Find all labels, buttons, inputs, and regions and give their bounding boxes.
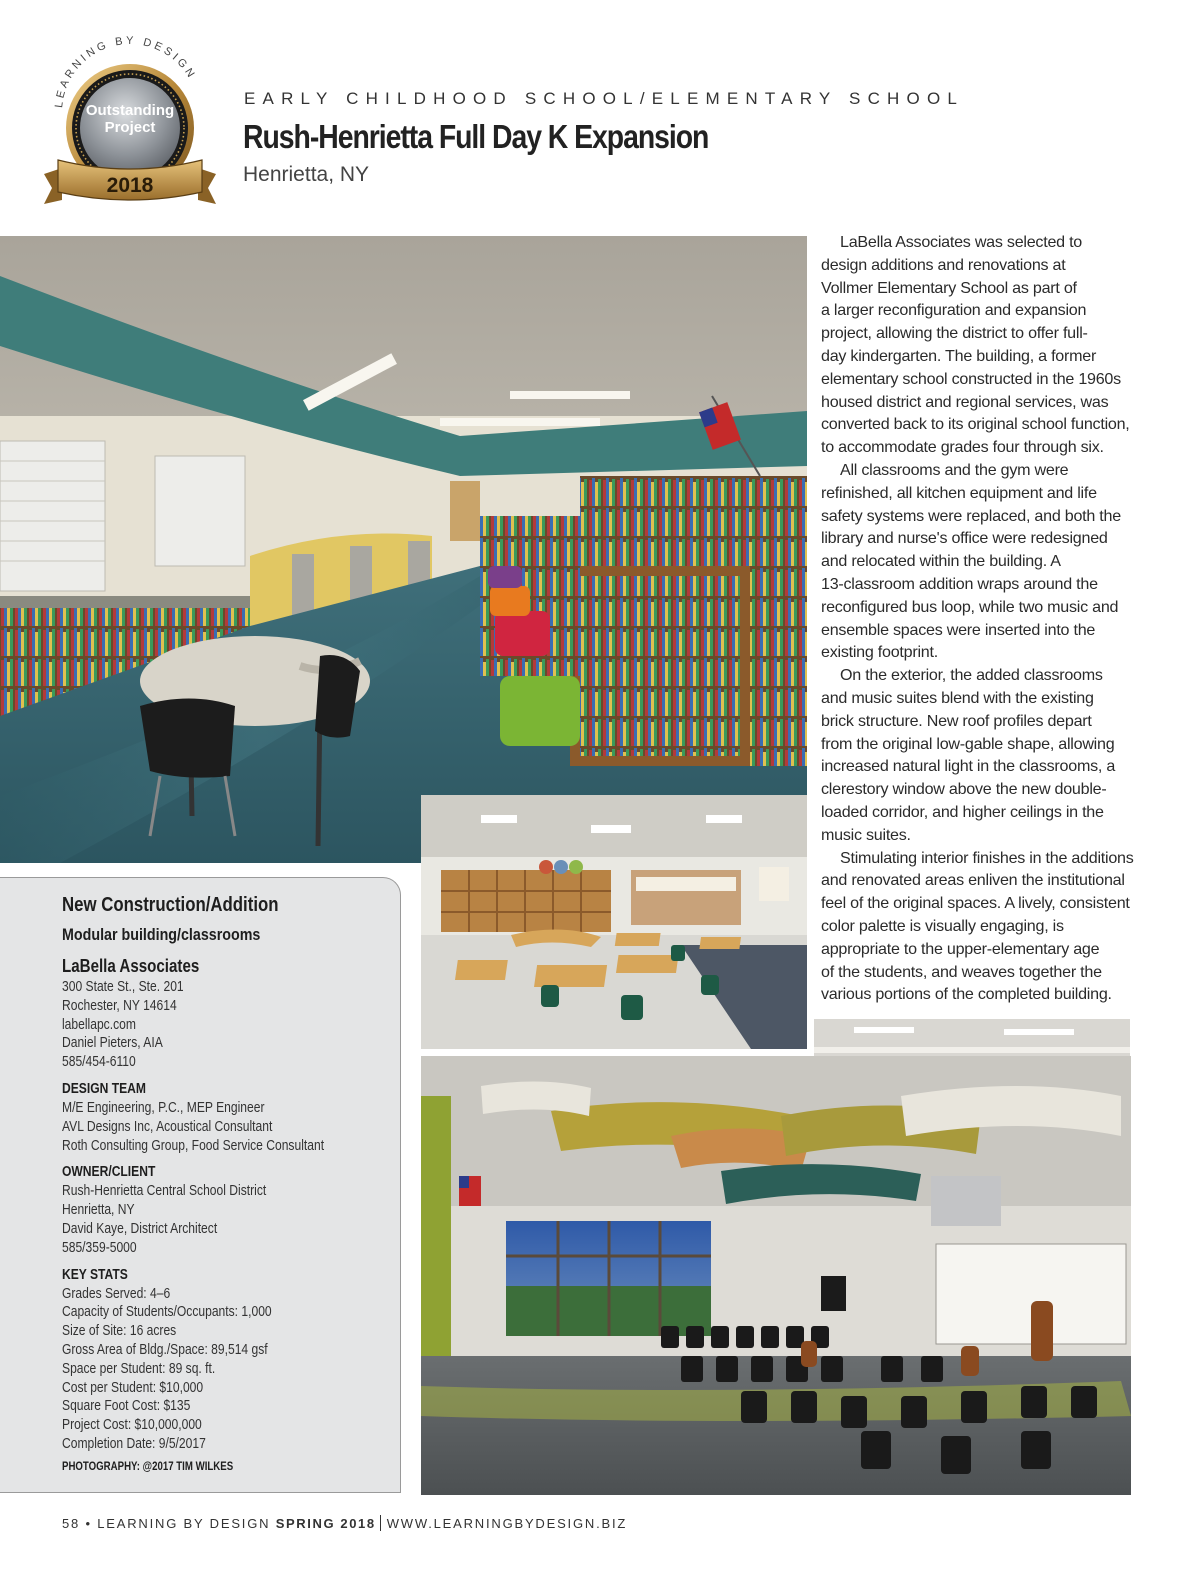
article-line: increased natural light in the classrooms, a [821, 757, 1116, 776]
article-line: and relocated within the building. A [821, 552, 1061, 571]
sidebar-line: David Kaye, District Architect [62, 1220, 218, 1237]
sidebar-line: Daniel Pieters, AIA [62, 1035, 163, 1052]
publication-url[interactable]: WWW.LEARNINGBYDESIGN.BIZ [386, 1516, 628, 1531]
project-category: EARLY CHILDHOOD SCHOOL/ELEMENTARY SCHOOL [244, 89, 965, 108]
article-line: color palette is visually engaging, is [821, 916, 1064, 935]
article-line: LaBella Associates was selected to [840, 233, 1082, 251]
article-paragraph [821, 664, 1143, 846]
sidebar-line: Henrietta, NY [62, 1202, 135, 1219]
article-line: day kindergarten. The building, a former [821, 346, 1097, 365]
article-line: to accommodate grades four through six. [821, 438, 1104, 457]
article-line: project, allowing the district to offer full- [821, 324, 1088, 343]
article-line: clerestory window above the new double- [821, 780, 1107, 799]
article-line: refinished, all kitchen equipment and life [821, 483, 1097, 502]
project-info-sidebar [0, 877, 401, 1493]
photo-credit: PHOTOGRAPHY: @2017 TIM WILKES [62, 1460, 234, 1473]
article-line: existing footprint. [821, 643, 938, 662]
ceiling-photo-strip [814, 1019, 1130, 1059]
sidebar-line: 585/454-6110 [62, 1054, 136, 1071]
owner-heading: OWNER/CLIENT [62, 1164, 156, 1181]
article-paragraph [821, 847, 1143, 1007]
article-line: housed district and regional services, was [821, 392, 1109, 411]
badge-line2: Project [104, 119, 156, 136]
article-line: All classrooms and the gym were [840, 460, 1069, 479]
music-room-photo [421, 1056, 1131, 1495]
article-line: Vollmer Elementary School as part of [821, 278, 1077, 297]
sidebar-line: 585/359-5000 [62, 1239, 137, 1256]
article-paragraph [821, 231, 1143, 459]
issue-name: SPRING 2018 [275, 1516, 376, 1531]
sidebar-line: Grades Served: 4–6 [62, 1285, 171, 1302]
sidebar-line: Rochester, NY 14614 [62, 997, 177, 1014]
page-footer [62, 1515, 627, 1531]
footer-bullet: • [85, 1516, 92, 1531]
article-line: ensemble spaces were inserted into the [821, 620, 1096, 639]
key-stats-heading: KEY STATS [62, 1266, 128, 1283]
article-line: Stimulating interior finishes in the additions [840, 848, 1134, 867]
badge-year: 2018 [106, 174, 154, 197]
sidebar-line: M/E Engineering, P.C., MEP Engineer [62, 1099, 265, 1116]
sidebar-line: AVL Designs Inc, Acoustical Consultant [62, 1118, 273, 1135]
owner-list [62, 1182, 392, 1257]
article-line: from the original low-gable shape, allowing [821, 734, 1115, 753]
key-stats-list [62, 1285, 392, 1454]
sidebar-line: Space per Student: 89 sq. ft. [62, 1360, 216, 1377]
article-line: converted back to its original school function, [821, 415, 1130, 434]
article-line: safety systems were replaced, and both the [821, 506, 1121, 525]
firm-name: LaBella Associates [62, 956, 200, 976]
design-team-list [62, 1099, 392, 1155]
article-paragraph [821, 459, 1143, 664]
article-line: appropriate to the upper-elementary age [821, 939, 1100, 958]
article-line: design additions and renovations at [821, 255, 1066, 274]
article-line: brick structure. New roof profiles depart [821, 711, 1092, 730]
article-line: reconfigured bus loop, while two music and [821, 597, 1119, 616]
page-number: 58 [62, 1516, 81, 1531]
article-line: On the exterior, the added classrooms [840, 666, 1103, 685]
article-line: various portions of the completed building. [821, 985, 1112, 1004]
badge-line1: Outstanding [85, 102, 175, 119]
sidebar-line: Square Foot Cost: $135 [62, 1398, 191, 1415]
design-team-heading: DESIGN TEAM [62, 1080, 146, 1097]
award-subcategory: Modular building/classrooms [62, 925, 261, 944]
article-body [821, 231, 1143, 1006]
library-photo [0, 236, 807, 863]
article-line: elementary school constructed in the 1960s [821, 369, 1121, 388]
classroom-photo [421, 795, 807, 1049]
sidebar-line: Project Cost: $10,000,000 [62, 1417, 202, 1434]
project-location: Henrietta, NY [243, 163, 370, 186]
sidebar-line: Completion Date: 9/5/2017 [62, 1435, 206, 1452]
article-line: loaded corridor, and higher ceilings in the [821, 802, 1104, 821]
article-line: and music suites blend with the existing [821, 688, 1094, 707]
article-line: and renovated areas enliven the institutional [821, 871, 1125, 890]
sidebar-line: Rush-Henrietta Central School District [62, 1183, 267, 1200]
sidebar-line: Size of Site: 16 acres [62, 1323, 177, 1340]
sidebar-line: Cost per Student: $10,000 [62, 1379, 204, 1396]
article-line: of the students, and weaves together the [821, 962, 1102, 981]
sidebar-line: Capacity of Students/Occupants: 1,000 [62, 1304, 272, 1321]
article-line: music suites. [821, 825, 911, 844]
firm-details [62, 978, 392, 1072]
publication-name: LEARNING BY DESIGN [97, 1516, 271, 1531]
badge-ring-text: LEARNING BY DESIGN [53, 34, 199, 109]
sidebar-line: 300 State St., Ste. 201 [62, 979, 184, 995]
sidebar-line: labellapc.com [62, 1016, 136, 1033]
outstanding-project-badge [40, 32, 220, 212]
article-line: a larger reconfiguration and expansion [821, 301, 1087, 320]
article-line: library and nurse's office were redesigned [821, 529, 1108, 548]
footer-divider [380, 1515, 381, 1531]
award-category: New Construction/Addition [62, 894, 279, 916]
article-line: 13-classroom addition wraps around the [821, 574, 1098, 593]
project-title: Rush-Henrietta Full Day K Expansion [243, 118, 709, 155]
sidebar-line: Gross Area of Bldg./Space: 89,514 gsf [62, 1341, 268, 1358]
article-line: feel of the original spaces. A lively, consistent [821, 894, 1130, 913]
sidebar-line: Roth Consulting Group, Food Service Consultant [62, 1137, 325, 1154]
